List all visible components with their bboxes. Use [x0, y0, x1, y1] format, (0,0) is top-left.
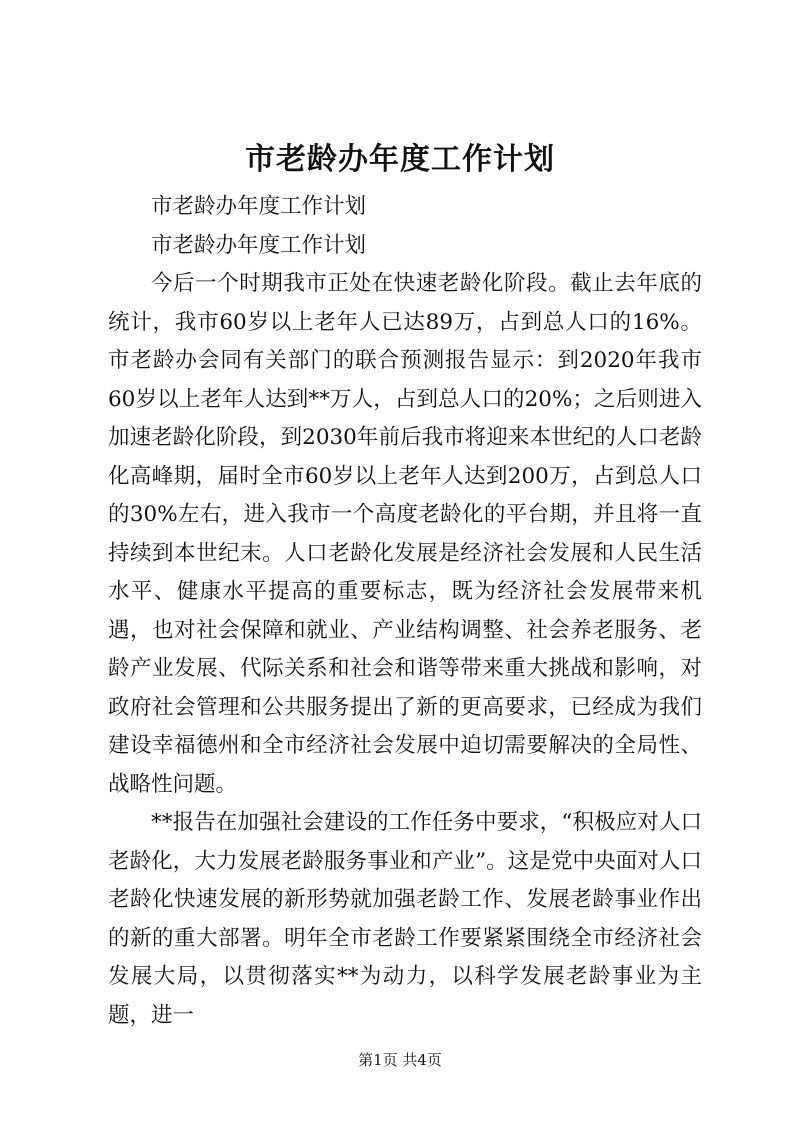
paragraph-aging-overview: 今后一个时期我市正处在快速老龄化阶段。截止去年底的统计，我市60岁以上老年人已达89万，占到总人口的16%。市老龄办会同有关部门的联合预测报告显示：到2020年我市60岁以上老年人达到**万人，占到总人口的20%；之后则进入加速老龄化阶段，到2030年前后我市将迎来本世纪的人口老龄化高峰期，届时全市60岁以上老年人达到200万，占到总人口的30%左右，进入我市一个高度老龄化的平台期，并且将一直持续到本世纪末。人口老龄化发展是经济社会发展和人民生活水平、健康水平提高的重要标志，既为经济社会发展带来机遇，也对社会保障和就业、产业结构调整、社会养老服务、老龄产业发展、代际关系和社会和谐等带来重大挑战和影响，对政府社会管理和公共服务提出了新的更高要求，已经成为我们建设幸福德州和全市经济社会发展中迫切需要解决的全局性、战略性问题。: [108, 271, 702, 797]
paragraph-report-requirements: **报告在加强社会建设的工作任务中要求，“积极应对人口老龄化，大力发展老龄服务事业和产业”。这是党中央面对人口老龄化快速发展的新形势就加强老龄工作、发展老龄事业作出的新的重大部署。明年全市老龄工作要紧紧围绕全市经济社会发展大局，以贯彻落实**为动力，以科学发展老龄事业为主题，进一: [108, 810, 702, 1028]
paragraph-subtitle-1: 市老龄办年度工作计划: [151, 194, 367, 219]
document-title: 市老龄办年度工作计划: [245, 142, 555, 177]
paragraph-subtitle-2: 市老龄办年度工作计划: [151, 232, 367, 258]
document-body: [108, 188, 702, 1035]
page-footer: 第1页 共4页: [358, 1051, 442, 1069]
